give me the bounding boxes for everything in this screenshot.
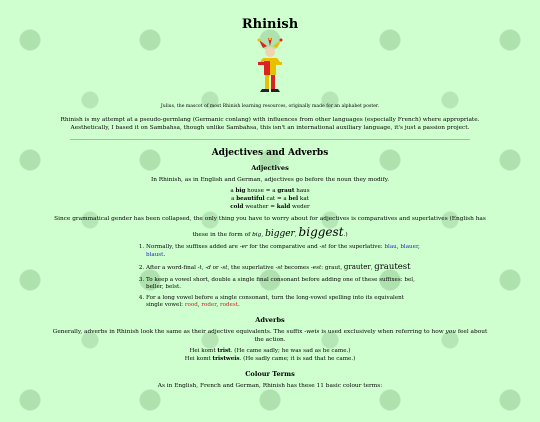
example-line: Hei komt tristweis. (He sadly came; it is sad that he came.) (184, 356, 356, 362)
section-title: Adjectives and Adverbs (211, 147, 329, 158)
list-item: 4. For a long vowel before a single consonant, turn the long-vowel spelling into its equivalent single vowel: rood, roder, rodest. (146, 295, 420, 310)
colour-terms-intro: As in English, French and German, Rhinish has these 11 basic colour terms: (157, 382, 383, 389)
jester-mascot-image (255, 38, 285, 100)
comparatives-paragraph: Since grammatical gender has been collapsed, the only thing you have to worry about for adjectives is comparatives and superlatives (English has these in the form of big, bigger, biggest.) (54, 216, 486, 239)
comparison-rules-list (138, 244, 420, 310)
example-line: cold weather = kald weder (230, 203, 310, 210)
list-item: 2. After a word-final -t, -d or -st, the superlative -st becomes -est: graut, grauter, grautest (146, 262, 420, 273)
adverbs-intro: Generally, adverbs in Rhinish look the same as their adjective equivalents. The suffix -weis is used exclusively when referring to how you feel about the action. (52, 328, 488, 343)
mascot-caption: Julius, the mascot of most Rhinish learning resources, originally made for an alphabet poster. (160, 104, 380, 109)
example-line: a big house = a graut haus (230, 188, 310, 195)
page-title: Rhinish (241, 17, 299, 32)
list-item: 3. To keep a vowel short, double a single final consonant before adding one of these suffixes: bel, beller, belst. (146, 277, 420, 292)
example-line: a beautiful cat = a bel kat (231, 195, 309, 202)
intro-paragraph: Rhinish is my attempt at a pseudo-germlang (Germanic conlang) with influences from other languages (especially French) where appropriate. Aesthetically, I based it on Sambahsa, though unlike Sambahsa, this isn't an international auxiliary language, it's just a passion project. (60, 117, 480, 131)
adjectives-heading: Adjectives (251, 163, 289, 172)
divider (70, 139, 470, 140)
adverb-examples (10, 348, 530, 363)
adjectives-intro: In Rhinish, as in English and German, adjectives go before the noun they modify. (150, 176, 390, 183)
list-item: 1. Normally, the suffixes added are -er for the comparative and -st for the superlative: blau, blauer, blaust. (146, 244, 420, 259)
adverbs-heading: Adverbs (255, 315, 285, 324)
colour-terms-heading: Colour Terms (245, 369, 295, 378)
page (10, 17, 530, 390)
example-line: Hei komt trist. (He came sadly; he was sad as he came.) (189, 348, 351, 355)
adjective-examples (10, 188, 530, 211)
